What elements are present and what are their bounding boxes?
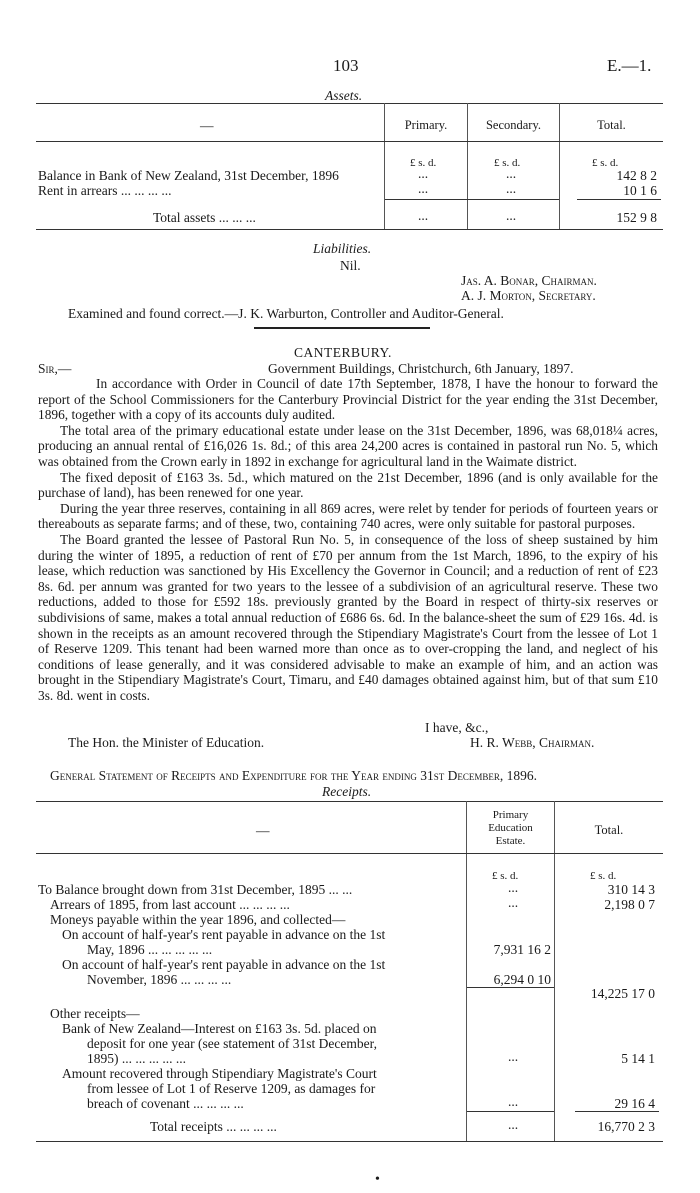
assets-row-primary: ... [418, 166, 429, 181]
statement-header-primary-2: Education [488, 822, 533, 834]
assets-total-value: 152 9 8 [616, 210, 657, 225]
receipt-total: 310 14 3 [607, 882, 655, 897]
examined-statement: Examined and found correct.—J. K. Warburton, Controller and Auditor-General. [68, 306, 504, 321]
receipt-total: 14,225 17 0 [590, 986, 655, 1001]
receipt-line: On account of half-year's rent payable in advance on the 1st [62, 957, 386, 972]
letter-paragraph: The total area of the primary educational estate under lease on the 31st December, 1896, was 68,018¼ acres, producing an annual rental of £16,026 1s. 8d.; of this area 24,200 acres is contained in pastoral run No. 5, which was obtained from the Crown early in 1892 in exchange for agricultural land in the Waimate district. [38, 422, 658, 469]
letter-paragraph: The Board granted the lessee of Pastoral Run No. 5, in consequence of the loss of sheep sustained by him during the winter of 1895, a reduction of rent of £70 per annum from the 1st March, 1896, to the expiry of his lease, which reduction was sanctioned by His Excellency the Governor in Council; and a reduction of rent of £23 8s. 6d. per annum was granted for two years to the lessee of a subdivision of an agricultural reserve. These two reductions, added to those for £592 18s. previously granted by the Board in respect of thirty-six reserves or subdivisions of same, makes a total annual reduction of £686 6s. 6d. In the balance-sheet the sum of £29 16s. 4d. is shown in the receipts as an amount recovered through the Stipendiary Magistrate's Court from the lessee of Lot 1 of Reserve 1209. This tenant had been warned more than once as to over-cropping the land, and neglect of his conditions of lease generally, and it was considered advisable to make an example of him, and an action was brought in the Stipendiary Magistrate's Court, Timaru, and £40 damages obtained against him, but of that sum £10 3s. 8d. went in costs. [38, 531, 658, 703]
receipt-subtotal-rule [467, 987, 554, 988]
assets-row-secondary: ... [506, 166, 517, 181]
letter-address: Government Buildings, Christchurch, 6th January, 1897. [268, 361, 574, 376]
assets-subtotal-rule-right [577, 199, 661, 200]
receipt-primary: 7,931 16 2 [493, 942, 551, 957]
assets-units-secondary: £ s. d. [494, 157, 521, 169]
assets-row-label: Balance in Bank of New Zealand, 31st December, 1896 [38, 168, 339, 183]
assets-total-label: Total assets ... ... ... [153, 210, 256, 225]
receipt-line: May, 1896 ... ... ... ... ... [87, 942, 213, 957]
assets-header-secondary: Secondary. [485, 118, 542, 132]
signature-chairman: Jas. A. Bonar, Chairman. [461, 273, 597, 288]
receipts-total-rule-left [467, 1111, 554, 1112]
assets-header-rule [36, 141, 663, 142]
statement-header-blank: — [256, 823, 270, 838]
receipt-line: breach of covenant ... ... ... ... [87, 1096, 244, 1111]
receipt-total: 29 16 4 [614, 1096, 655, 1111]
statement-units-total: £ s. d. [590, 870, 617, 882]
receipt-total: 5 14 1 [621, 1051, 655, 1066]
statement-header-total: Total. [594, 823, 624, 837]
receipt-line: Other receipts— [50, 1006, 140, 1021]
assets-header-blank: — [200, 118, 214, 133]
statement-header-primary-1: Primary [492, 809, 529, 821]
receipts-total-rule-right [575, 1111, 659, 1112]
letter-paragraph: In accordance with Order in Council of date 17th September, 1878, I have the honour to forward the report of the School Commissioners for the Canterbury Provincial District for the year ending the 31st December, 1896, together with a copy of its accounts duly audited. [38, 376, 658, 423]
receipt-primary: ... [508, 1094, 519, 1109]
receipts-total-primary: ... [508, 1117, 519, 1132]
letter-signature: H. R. Webb, Chairman. [470, 735, 595, 750]
receipt-line: On account of half-year's rent payable in advance on the 1st [62, 927, 386, 942]
receipts-total-label: Total receipts ... ... ... ... [150, 1119, 277, 1134]
receipt-total: 2,198 0 7 [604, 897, 655, 912]
liabilities-value: Nil. [340, 258, 361, 273]
receipt-primary: ... [508, 895, 519, 910]
assets-row-secondary: ... [506, 181, 517, 196]
receipt-line: 1895) ... ... ... ... ... [87, 1051, 186, 1066]
letter-addressee: The Hon. the Minister of Education. [68, 735, 265, 750]
assets-units-primary: £ s. d. [410, 157, 437, 169]
statement-col-divider-2 [554, 801, 555, 1141]
assets-subtotal-rule-left [385, 199, 559, 200]
assets-total-primary: ... [418, 208, 429, 223]
assets-row-primary: ... [418, 181, 429, 196]
receipt-primary: ... [508, 880, 519, 895]
assets-total-secondary: ... [506, 208, 517, 223]
canterbury-title: CANTERBURY. [294, 345, 392, 360]
statement-bottom-rule [36, 1141, 663, 1142]
page-number: 103 [333, 56, 359, 75]
statement-col-divider-1 [466, 801, 467, 1141]
letter-body [38, 376, 658, 703]
letter-paragraph: During the year three reserves, containing in all 869 acres, were relet by tender for periods of fourteen years or thereabouts as separate farms; and of these, two, containing 740 acres, were only suitable for pastoral purposes. [38, 500, 658, 532]
receipt-primary: ... [508, 1049, 519, 1064]
assets-title: Assets. [325, 88, 363, 103]
receipt-line: To Balance brought down from 31st December, 1895 ... ... [38, 882, 353, 897]
signature-secretary: A. J. Morton, Secretary. [461, 288, 596, 303]
assets-bottom-rule [36, 229, 663, 230]
receipt-line: from lessee of Lot 1 of Reserve 1209, as damages for [87, 1081, 376, 1096]
receipt-line: Bank of New Zealand—Interest on £163 3s. 5d. placed on [62, 1021, 377, 1036]
receipt-line: November, 1896 ... ... ... ... [87, 972, 232, 987]
letter-closing: I have, &c., [425, 720, 489, 735]
assets-row-label: Rent in arrears ... ... ... ... [38, 183, 172, 198]
assets-units-total: £ s. d. [592, 157, 619, 169]
receipts-total-value: 16,770 2 3 [597, 1119, 655, 1134]
statement-units-primary: £ s. d. [492, 870, 519, 882]
assets-row-total: 142 8 2 [616, 168, 657, 183]
footer-mark: • [375, 1172, 380, 1187]
receipt-primary: 6,294 0 10 [493, 972, 551, 987]
liabilities-title: Liabilities. [313, 241, 372, 256]
statement-top-rule [36, 801, 663, 802]
document-reference: E.—1. [607, 56, 652, 75]
section-divider [254, 327, 430, 329]
receipt-line: Moneys payable within the year 1896, and collected— [50, 912, 346, 927]
statement-header-primary-3: Estate. [495, 835, 526, 847]
assets-top-rule [36, 103, 663, 104]
receipt-line: Amount recovered through Stipendiary Magistrate's Court [62, 1066, 377, 1081]
statement-header-rule [36, 853, 663, 854]
letter-paragraph: The fixed deposit of £163 3s. 5d., which matured on the 21st December, 1896 (and is only available for the purchase of land), has been renewed for one year. [38, 469, 658, 501]
assets-header-primary: Primary. [404, 118, 448, 132]
assets-header-total: Total. [597, 118, 626, 132]
receipt-line: Arrears of 1895, from last account ... ... ... ... [50, 897, 290, 912]
statement-title: General Statement of Receipts and Expenditure for the Year ending 31st December, 1896. [50, 768, 538, 783]
letter-salutation: Sir,— [38, 361, 72, 376]
receipt-line: deposit for one year (see statement of 31st December, [87, 1036, 377, 1051]
assets-row-total: 10 1 6 [623, 183, 657, 198]
statement-subtitle: Receipts. [322, 784, 372, 799]
